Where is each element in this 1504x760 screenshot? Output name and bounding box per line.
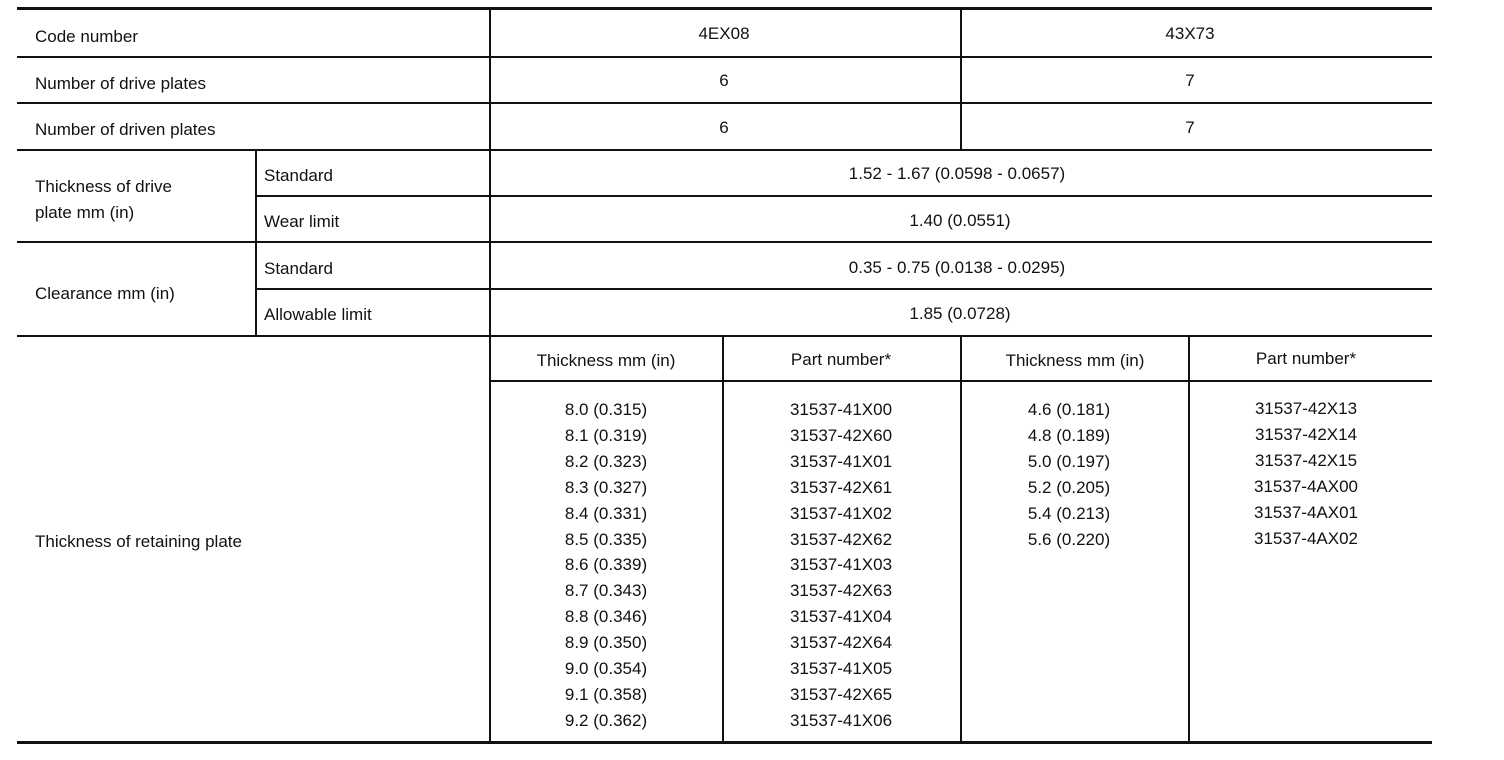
retaining-header-part-a: Part number* [790, 350, 892, 369]
list-item: 8.6 (0.339) [564, 555, 648, 575]
list-item: 31537-42X61 [789, 477, 893, 497]
drive-thickness-wear-value: 1.40 (0.0551) [909, 211, 1011, 230]
drive-thickness-standard-value: 1.52 - 1.67 (0.0598 - 0.0657) [848, 164, 1066, 183]
column-divider [722, 336, 724, 742]
drive-thickness-standard-label: Standard [264, 166, 333, 185]
row-divider [17, 149, 1432, 151]
list-item: 31537-41X05 [789, 659, 893, 679]
drive-plates-b: 7 [1185, 71, 1195, 90]
code-number-b: 43X73 [1165, 24, 1215, 43]
list-item: 4.8 (0.189) [1027, 425, 1111, 445]
retaining-header-thickness-a: Thickness mm (in) [536, 351, 676, 370]
list-item: 4.6 (0.181) [1027, 400, 1111, 419]
code-number-label: Code number [35, 27, 139, 46]
list-item: 31537-41X01 [789, 451, 893, 471]
list-item: 31537-42X60 [789, 425, 893, 445]
list-item: 5.0 (0.197) [1027, 451, 1111, 471]
column-divider [960, 8, 962, 151]
clearance-standard-label: Standard [264, 259, 333, 278]
row-divider [17, 102, 1432, 104]
column-divider [255, 150, 257, 337]
list-item: 9.1 (0.358) [564, 684, 648, 704]
table-bottom-border [17, 741, 1432, 744]
driven-plates-a: 6 [719, 118, 729, 137]
clearance-allowable-value: 1.85 (0.0728) [909, 304, 1011, 323]
list-item: 31537-41X02 [789, 503, 893, 523]
driven-plates-label: Number of driven plates [35, 120, 216, 139]
clearance-standard-value: 0.35 - 0.75 (0.0138 - 0.0295) [848, 258, 1066, 277]
column-divider [1188, 336, 1190, 742]
list-item: 8.0 (0.315) [564, 400, 648, 419]
list-item: 31537-42X64 [789, 633, 893, 653]
retaining-header-thickness-b: Thickness mm (in) [1005, 351, 1145, 370]
list-item: 31537-41X00 [789, 400, 893, 419]
list-item: 31537-42X13 [1254, 399, 1358, 418]
row-divider [17, 56, 1432, 58]
table-top-border [17, 7, 1432, 10]
list-item: 31537-41X06 [789, 710, 893, 730]
list-item: 8.2 (0.323) [564, 451, 648, 471]
retaining-plate-label: Thickness of retaining plate [35, 532, 242, 551]
list-item: 31537-42X14 [1254, 424, 1358, 444]
drive-thickness-label-1: Thickness of drive [35, 177, 172, 196]
list-item: 8.1 (0.319) [564, 425, 648, 445]
drive-plates-a: 6 [719, 71, 729, 90]
list-item: 8.8 (0.346) [564, 607, 648, 627]
list-item: 31537-42X62 [789, 529, 893, 549]
clearance-label: Clearance mm (in) [35, 284, 175, 303]
list-item: 31537-4AX01 [1254, 502, 1358, 522]
row-divider [255, 288, 1432, 290]
list-item: 8.7 (0.343) [564, 581, 648, 601]
retaining-thickness-list-b [1028, 397, 1110, 552]
drive-thickness-wear-label: Wear limit [264, 212, 340, 231]
row-divider [255, 195, 1432, 197]
list-item: 31537-41X04 [789, 607, 893, 627]
driven-plates-b: 7 [1185, 118, 1195, 137]
list-item: 31537-4AX02 [1254, 528, 1358, 548]
column-divider [489, 8, 491, 742]
list-item: 31537-41X03 [789, 555, 893, 575]
retaining-thickness-list-a [565, 397, 647, 734]
list-item: 5.6 (0.220) [1027, 529, 1111, 549]
retaining-parts-list-b [1254, 396, 1358, 551]
list-item: 8.9 (0.350) [564, 633, 648, 653]
row-divider [17, 335, 1432, 337]
list-item: 8.5 (0.335) [564, 529, 648, 549]
list-item: 31537-42X15 [1254, 450, 1358, 470]
list-item: 5.2 (0.205) [1027, 477, 1111, 497]
drive-plates-label: Number of drive plates [35, 74, 207, 93]
list-item: 9.2 (0.362) [564, 710, 648, 730]
list-item: 8.4 (0.331) [564, 503, 648, 523]
list-item: 31537-42X63 [789, 581, 893, 601]
clearance-allowable-label: Allowable limit [264, 305, 372, 324]
column-divider [960, 336, 962, 742]
list-item: 31537-42X65 [789, 684, 893, 704]
list-item: 5.4 (0.213) [1027, 503, 1111, 523]
code-number-a: 4EX08 [698, 24, 750, 43]
retaining-header-part-b: Part number* [1255, 349, 1357, 368]
list-item: 8.3 (0.327) [564, 477, 648, 497]
row-divider [17, 241, 1432, 243]
list-item: 31537-4AX00 [1254, 476, 1358, 496]
retaining-parts-list-a [790, 397, 892, 734]
drive-thickness-label-2: plate mm (in) [35, 203, 135, 222]
list-item: 9.0 (0.354) [564, 659, 648, 679]
